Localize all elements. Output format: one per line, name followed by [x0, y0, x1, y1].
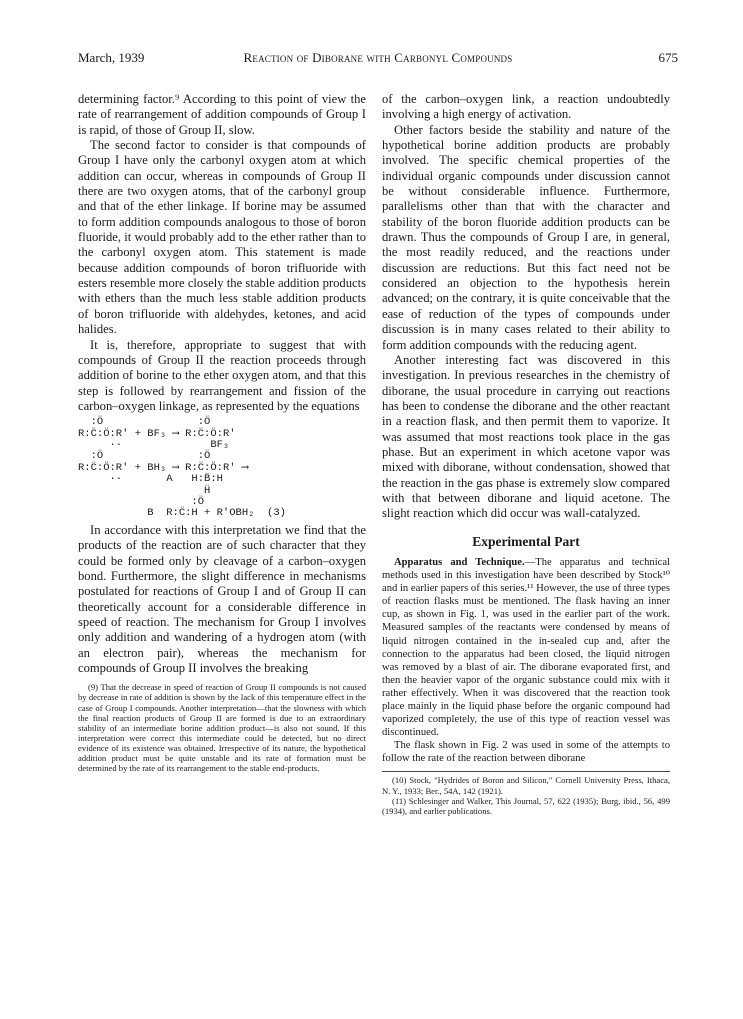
footnote-block: [78, 682, 366, 773]
paragraph: The second factor to consider is that compounds of Group I have only the carbonyl oxygen atom at which addition can occur, whereas in compounds of Group II there are two oxygen atoms, that of the carbonyl group and that of the ether linkage. If borine may be assumed to form addition compounds analogous to those of boron fluoride, it would probably add to the ether rather than to the carbonyl oxygen atom. This statement is made because addition compounds of boron trifluoride with esters resemble more closely the stable addition products with ethers than the much less stable addition products of boron trifluoride with aldehydes, ketones, and acid halides.: [78, 138, 366, 337]
paragraph: Other factors beside the stability and nature of the hypothetical borine addition products are probably involved. The specific chemical properties of the individual organic compounds under discussion cannot be without considerable influence. Furthermore, parallelisms other than that with the character and stability of the boron fluoride addition products can be drawn. Thus the compounds of Group I are, in general, the most readily reduced, and the reactions under discussion are reductions. But this fact need not be considered an objection to the hypothesis herein advanced; on the contrary, it is quite conceivable that the ease of reduction of the types of compounds under discussion is in many cases related to their ability to form addition compounds with the reducing agent.: [382, 122, 670, 352]
paragraph-text: —The apparatus and technical methods used in this investigation have been described by Stock¹⁰ and in earlier papers of this series.¹¹ However, the use of three types of reaction flasks must be mentioned. The flask having an inner cup, as shown in Fig. 1, was used in the earlier part of the work. Measured samples of the reactants were condensed by means of liquid nitrogen contained in the in-sealed cup and, after the connection to the apparatus had been closed, the liquid nitrogen was removed by a blast of air. The diborane evaporated first, and then the heavier vapor of the organic substance could mix with it rather effectively. When it was discovered that the reaction took place mainly in the liquid phase before the organic compound had vaporized completely, the use of this type of reaction vessel was discontinued.: [382, 556, 670, 739]
running-title: Reaction of Diborane with Carbonyl Compounds: [243, 50, 513, 65]
paragraph: In accordance with this interpretation we find that the products of the reaction are of such character that they could be formed only by cleavage of a carbon–oxygen bond. Furthermore, the slight difference in mechanisms postulated for reactions of Group I and of Group II can theoretically account for a considerable difference in speed of reaction. The mechanism for Group I involves only addition and wandering of a hydrogen atom (with an electron pair), whereas the mechanism for compounds of Group II involves the breaking: [78, 522, 366, 675]
left-column: [78, 92, 366, 773]
footnote-11: (11) Schlesinger and Walker, This Journal, 57, 622 (1935); Burg, ibid., 56, 499 (1934), and earlier publications.: [382, 795, 670, 817]
paragraph: [382, 556, 670, 739]
page-header: [78, 50, 678, 70]
section-title: Experimental Part: [472, 533, 580, 549]
paragraph: Another interesting fact was discovered in this investigation. In previous researches in the chemistry of diborane, the usual procedure in carrying out reactions has been to condense the diborane and the other reactant in a reaction flask, and then permit them to vaporize. It was assumed that most reactions took place in the gas phase. But an experiment in which acetone vapor was mixed with diborane, without condensation, showed that the reaction in the gas phase is extremely slow compared with that between diborane and liquid acetone. The slight reaction which did occur was wall-catalyzed.: [382, 352, 670, 521]
page-number: 675: [658, 50, 678, 65]
right-column: [382, 92, 670, 816]
reaction-equations: :Ö :Ö R:C̈:Ö:R' + BF₃ ⟶ R:C̈:Ö:R' ·· BF₃ :Ö :Ö R:C̈:Ö:R' + BH₃ ⟶ R:C̈:Ö:R' ⟶ ·· A H:B̈:H Ḧ :Ö B R:C̈:H + R'OBH₂ (3): [78, 416, 286, 520]
paragraph: It is, therefore, appropriate to suggest that with compounds of Group II the reaction proceeds through addition of borine to the ether oxygen atom, and that this step is followed by rearrangement and fission of the carbon–oxygen linkage, as represented by the equations: [78, 337, 366, 413]
footnote-9: (9) That the decrease in speed of reaction of Group II compounds is not caused by decrease in rate of addition is shown by the lack of this temperature effect in the case of Group I compounds. Another interpretation—that the slowness with which the final reaction products of Group II are formed is due to an extraordinary stability of an intermediate borine addition product—is also not sound. If this interpretation were correct this intermediate could be detected, but no direct evidence of its existence was obtained. Irrespective of its nature, the hypothetical addition product must be quite unstable and its rate of formation must be determined by the rate of its rearrangement to the stable end-products.: [78, 682, 366, 774]
footnote-10: (10) Stock, "Hydrides of Boron and Silicon," Cornell University Press, Ithaca, N. Y., 1933; Ber., 54A, 142 (1921).: [382, 775, 670, 796]
paragraph: The flask shown in Fig. 2 was used in some of the attempts to follow the rate of the reaction between diborane: [382, 740, 670, 765]
paragraph: of the carbon–oxygen link, a reaction undoubtedly involving a high energy of activation.: [382, 92, 670, 122]
run-in-heading: Apparatus and Technique.: [394, 556, 525, 568]
paragraph: determining factor.⁹ According to this point of view the rate of rearrangement of addition compounds of Group I is rapid, of those of Group II, slow.: [78, 92, 366, 137]
footnote-block: [382, 771, 670, 816]
header-date: March, 1939: [78, 50, 145, 65]
experimental-text: [382, 556, 670, 766]
